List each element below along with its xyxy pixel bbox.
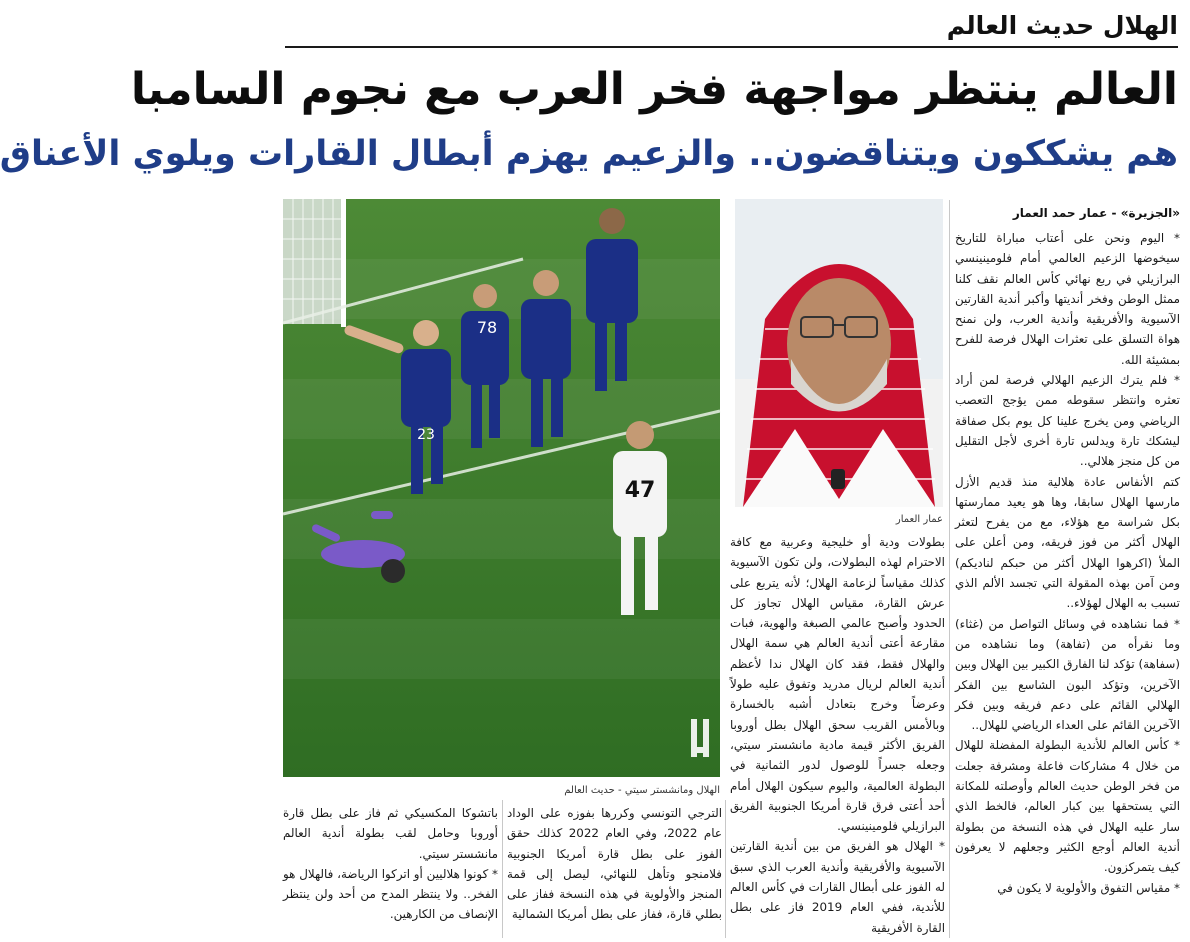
byline: «الجزيرة» - عمار حمد العمار bbox=[1012, 206, 1180, 220]
svg-text:78: 78 bbox=[476, 318, 498, 337]
column-divider bbox=[949, 200, 950, 938]
subheadline: هم يشككون ويتناقضون.. والزعيم يهزم أبطال القارات ويلوي الأعناق bbox=[0, 134, 1178, 174]
main-photo-caption: الهلال ومانشستر سيتي - حديث العالم bbox=[564, 785, 720, 796]
paragraph: * اليوم ونحن على أعتاب مباراة للتاريخ سيخوضها الزعيم العالمي أمام فلومينينسي البرازيلي في ربع نهائي كأس العالم نقف كلنا ممثل الوطن وفخر أنديتها وأكبر أندية القارتين الآسيوية والأفريقية وأندية العرب، ولن نمنح هواة التسلق على تعثرات الهلال فرصة للفرح بمشيئة الله. bbox=[955, 231, 1180, 367]
paragraph: * كونوا هلاليين أو اتركوا الرياضة، فالهلال هو الفخر.. ولا ينتظر المدح من أحد ولن ينتظر الإنصاف من الكارهين. bbox=[283, 866, 498, 922]
author-portrait bbox=[735, 199, 943, 507]
paragraph: * كأس العالم للأندية البطولة المفضلة للهلال من خلال 4 مشاركات فاعلة ومشرفة جعلت من فخر الوطن حديث العالم وأوصلته للمكانة التي يستحقها بين كبار العالم، فالخط الذي سار عليه الهلال في هذه النسخة من بطولة أندية العالم أوجع الكثير وجعلهم لا يعرفون كيف يتمركزون. bbox=[955, 738, 1180, 875]
paragraph: الترجي التونسي وكررها بفوزه على الوداد عام 2022، وفي العام 2022 كذلك حقق الفوز على بطل قارة أمريكا الجنوبية فلامنجو وتأهل للنهائي، ليصل إلى قمة المنجز والأولوية في هذه النسخة ففاز على بطلي قارة، ففاز على بطل أمريكا الشمالية bbox=[507, 806, 722, 922]
svg-text:23: 23 bbox=[417, 427, 435, 443]
section-kicker: الهلال حديث العالم bbox=[946, 11, 1178, 40]
headline: العالم ينتظر مواجهة فخر العرب مع نجوم السامبا bbox=[130, 64, 1178, 115]
article-column-4 bbox=[283, 803, 498, 938]
kicker-rule bbox=[285, 46, 1178, 48]
paragraph: بطولات ودية أو خليجية وعربية مع كافة الاحترام لهذه البطولات، ولن تكون الآسيوية كذلك مقياساً لزعامة الهلال؛ لأنه يتربع على عرش القارة، مقياس الهلال تجاوز كل الحدود وأصبح عالمي الصبغة والهوية، فبات مقارعة أعتى أندية العالم هي سمة الهلال والهلال فقط، فقد كان الهلال ندا لأعظم أندية العالم لريال مدريد وتفوق عليه طولاً وعرضاً وخرج بتعادل أشبه بالخسارة وبالأمس القريب سحق الهلال بطل أوروبا الفريق الأكثر قيمة مادية مانشستر سيتي، وجعله جسراً للوصول لدور الثمانية في البطولة العالمية، واليوم سيكون الهلال أمام أحد أعتى فرق قارة أمريكا الجنوبية الفريق البرازيلي فلومينينسي. bbox=[730, 535, 945, 834]
jersey-number: 47 bbox=[624, 478, 656, 503]
paragraph: باتشوكا المكسيكي ثم فاز على بطل قارة أوروبا وحامل لقب بطولة أندية العالم مانشستر سيتي. bbox=[283, 806, 498, 861]
article-column-2 bbox=[730, 532, 945, 938]
paragraph: * مقياس التفوق والأولوية لا يكون في bbox=[997, 880, 1180, 895]
paragraph: كتم الأنفاس عادة هلالية منذ قديم الأزل مارسها الهلال سابقا، وها هو يعيد ممارستها بكل شراسة مع هؤلاء، مع من يفرح لتعثر الهلال أكثر من فوز فريقه، ومن أعلن على الملأ (اكرهوا الهلال أكثر من حبكم لناديكم) ومن آمن بهذه المقولة التي تجسد الألم الذي تسبب به الهلال لهؤلاء.. bbox=[955, 474, 1180, 611]
paragraph: * فما نشاهده في وسائل التواصل من (غثاء) وما نقرأه من (تفاهة) وما نشاهده من (سفاهة) تؤكد لنا الفارق الكبير بين الهلال وبين الآخرين، وتؤكد البون الشاسع بين الفكر الهلالي القائم على دعم فريقه وبين فكر الآخرين القائم على العداء الرياضي للهلال.. bbox=[955, 616, 1180, 733]
paragraph: * فلم يترك الزعيم الهلالي فرصة لمن أراد تعثره وانتظر سقوطه ممن يؤجج التعصب الرياضي ومن يخرج علينا كل يوم بكل صفاقة ليشكك تارة ويدلس تارة أخرى لأجل التقليل من كل منجز هلالي.. bbox=[955, 373, 1180, 469]
column-divider bbox=[502, 800, 503, 938]
author-photo-caption: عمار العمار bbox=[895, 514, 943, 525]
article-column-3 bbox=[507, 803, 722, 938]
match-photo bbox=[283, 199, 720, 777]
article-column-1 bbox=[955, 228, 1180, 938]
column-divider bbox=[725, 800, 726, 938]
paragraph: * الهلال هو الفريق من بين أندية القارتين الآسيوية والأفريقية وأندية العرب الذي سبق له الفوز على أبطال القارات في كأس العالم للأندية، ففي العام 2019 فاز على بطل القارة الأفريقية bbox=[730, 839, 945, 935]
